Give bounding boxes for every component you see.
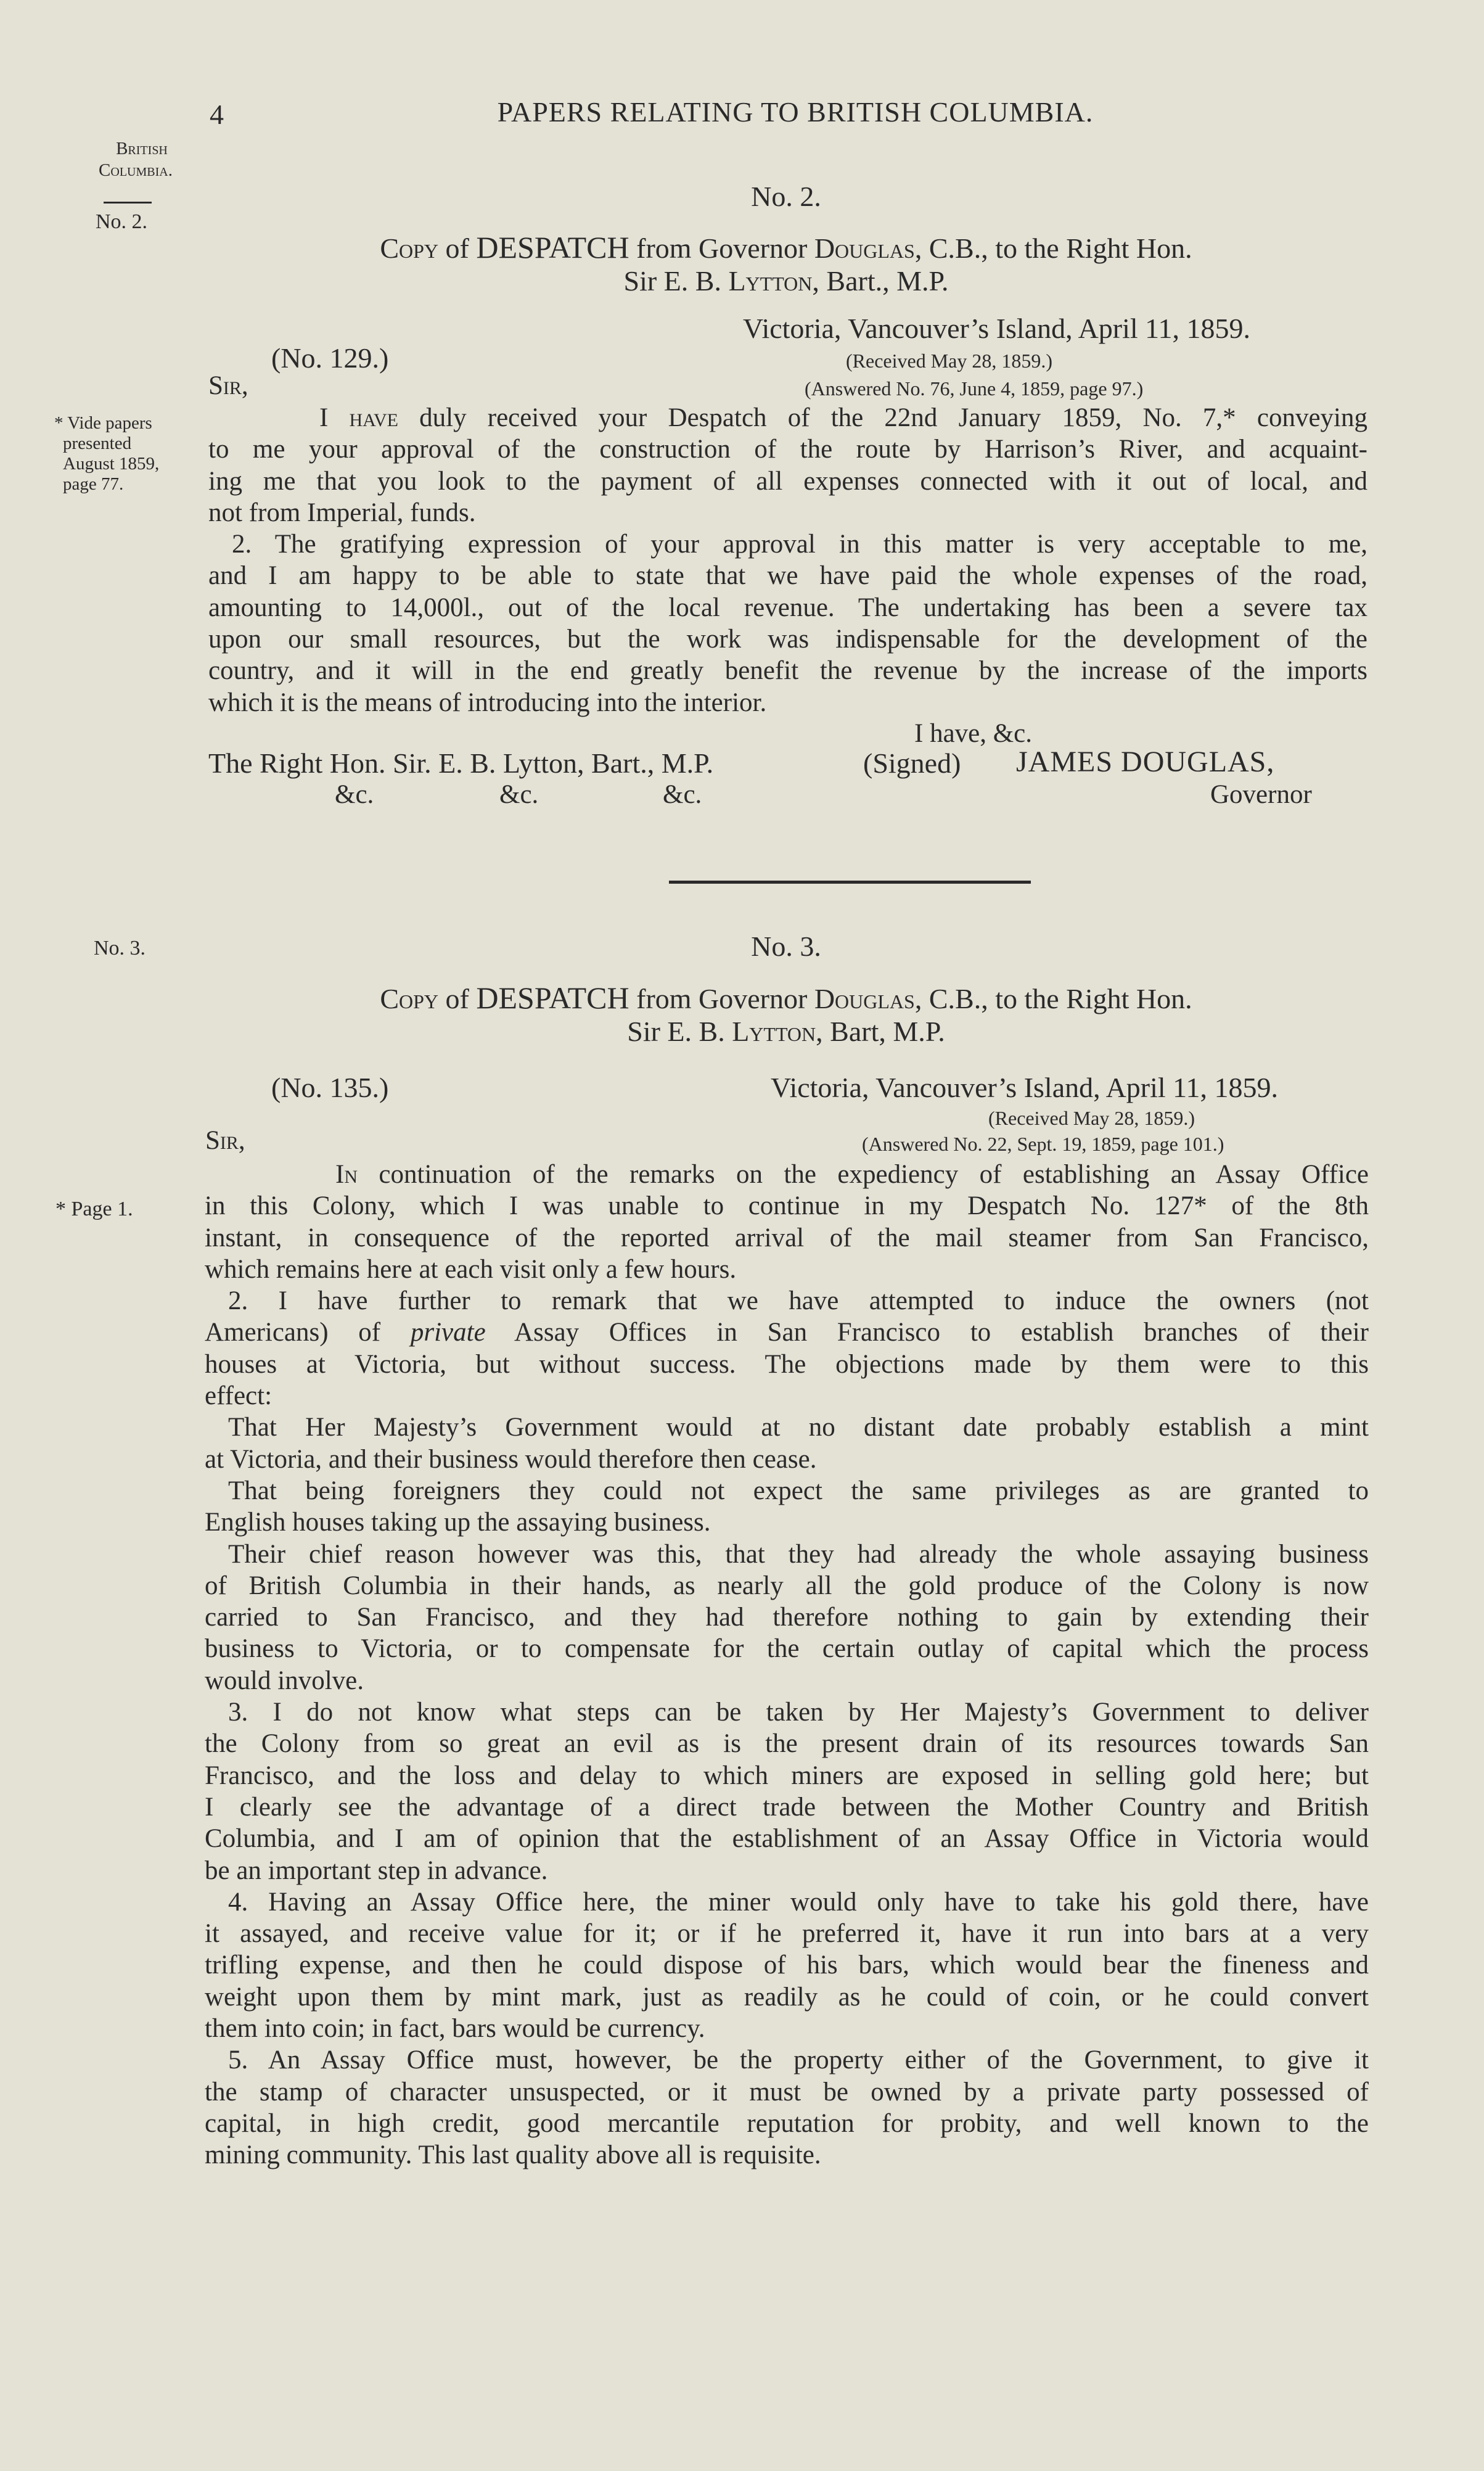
despatch1-place-date: Victoria, Vancouver’s Island, April 11, 1859. <box>743 313 1250 344</box>
margin-vide-line3: August 1859, <box>63 454 160 474</box>
despatch1-copy: Copy <box>380 232 439 264</box>
despatch1-despatch: DESPATCH <box>476 230 629 265</box>
d2-p8-l1: 5. An Assay Office must, however, be the property either of the Government, to give it <box>228 2045 1369 2075</box>
d2-p2-l1: 2. I have further to remark that we have attempted to induce the owners (not <box>228 1286 1369 1316</box>
d2-p8-l4: mining community. This last quality above all is requisite. <box>205 2140 821 2170</box>
despatch1-answered: (Answered No. 76, June 4, 1859, page 97.) <box>805 377 1144 400</box>
section-divider <box>669 881 1031 884</box>
d2-p7-l2: it assayed, and receive value for it; or if he preferred it, have it run into bars at a very <box>205 1919 1369 1949</box>
despatch1-sir: Sir E. B. <box>623 265 721 297</box>
d1-p1-l1: I have duly received your Despatch of the 22nd January 1859, No. 7,* conveying <box>319 403 1367 432</box>
despatch2-title-line1 <box>197 982 1375 1014</box>
margin-vide-line2: presented <box>63 434 132 453</box>
d1-p1-l4: not from Imperial, funds. <box>208 498 476 527</box>
despatch2-number: No. 3. <box>751 931 821 962</box>
margin-rule <box>104 202 152 204</box>
despatch1-received: (Received May 28, 1859.) <box>846 350 1053 372</box>
d2-p8-l3: capital, in high credit, good mercantile reputation for probity, and well known to the <box>205 2108 1369 2138</box>
d2-p7-l3: trifling expense, and then he could dispose of his bars, which would bear the fineness and <box>205 1951 1369 1980</box>
margin-colony-line2: Columbia. <box>99 160 173 180</box>
d2-p2-l2: Americans) of private Assay Offices in San Francisco to establish branches of their <box>205 1318 1369 1347</box>
d2-p7-l5: them into coin; in fact, bars would be currency. <box>205 2014 705 2044</box>
despatch1-signed: (Signed) <box>863 747 961 779</box>
margin-no3: No. 3. <box>94 937 146 960</box>
despatch1-douglas: Douglas <box>814 232 915 264</box>
d1-p1-l3: ing me that you look to the payment of all expenses connected with it out of local, and <box>208 466 1367 496</box>
d1-p2-l6: which it is the means of introducing into the interior. <box>208 688 767 717</box>
d2-p3-l2: at Victoria, and their business would therefore then cease. <box>205 1444 817 1474</box>
d2-p1-l4: which remains here at each visit only a few hours. <box>205 1254 737 1284</box>
despatch2-body <box>205 1159 1369 2171</box>
despatch1-closing: I have, &c. <box>914 719 1033 748</box>
despatch2-of: of <box>445 983 469 1014</box>
d2-p6-l6: be an important step in advance. <box>205 1856 548 1885</box>
d2-p4-l1: That being foreigners they could not expect the same privileges as are granted to <box>228 1476 1369 1505</box>
despatch2-place-date: Victoria, Vancouver’s Island, April 11, 1859. <box>771 1072 1278 1103</box>
d2-p1-l2: in this Colony, which I was unable to continue in my Despatch No. 127* of the 8th <box>205 1191 1369 1221</box>
despatch2-received: (Received May 28, 1859.) <box>988 1107 1195 1129</box>
d1-p2-l2: and I am happy to be able to state that we have paid the whole expenses of the road, <box>208 561 1367 591</box>
despatch1-addressee: The Right Hon. Sir. E. B. Lytton, Bart., M.P. <box>208 747 714 779</box>
despatch2-salutation: Sir, <box>205 1126 245 1155</box>
despatch1-title-suffix: , C.B., to the Right Hon. <box>914 232 1192 264</box>
despatch2-lytton: Lytton <box>732 1016 816 1047</box>
margin-vide-line1: * Vide papers <box>54 413 152 433</box>
despatch2-answered: (Answered No. 22, Sept. 19, 1859, page 101.) <box>862 1133 1224 1155</box>
d2-p7-l1: 4. Having an Assay Office here, the miner would only have to take his gold there, have <box>228 1887 1369 1917</box>
d2-p1-l1: In continuation of the remarks on the expediency of establishing an Assay Office <box>335 1160 1369 1189</box>
despatch1-signer-title: Governor <box>1210 780 1312 809</box>
running-title: PAPERS RELATING TO BRITISH COLUMBIA. <box>497 96 1094 128</box>
despatch2-douglas: Douglas <box>814 983 915 1014</box>
d2-p6-l2: the Colony from so great an evil as is the present drain of its resources towards San <box>205 1729 1369 1759</box>
margin-colony-line1: British <box>116 139 168 158</box>
despatch1-body <box>208 402 1367 718</box>
d2-p5-l4: business to Victoria, or to compensate for the certain outlay of capital which the process <box>205 1634 1369 1664</box>
d2-p4-l2: English houses taking up the assaying business. <box>205 1508 711 1537</box>
page-number: 4 <box>210 99 224 130</box>
d1-p2-l5: country, and it will in the end greatly benefit the revenue by the increase of the imports <box>208 656 1367 686</box>
despatch1-etc3: &c. <box>663 780 702 809</box>
d1-p1-l2: to me your approval of the construction of the route by Harrison’s River, and acquaint- <box>208 435 1367 464</box>
d1-p2-l3: amounting to 14,000l., out of the local revenue. The undertaking has been a severe tax <box>208 593 1367 622</box>
d2-p1-l3: instant, in consequence of the reported arrival of the mail steamer from San Francisco, <box>205 1223 1369 1252</box>
d2-p2-l4: effect: <box>205 1381 273 1411</box>
margin-vide-line4: page 77. <box>63 474 124 494</box>
d2-p6-l3: Francisco, and the loss and delay to which miners are exposed in selling gold here; but <box>205 1761 1369 1790</box>
despatch2-title-line2 <box>197 1016 1375 1047</box>
despatch2-title2-suffix: , Bart, M.P. <box>816 1016 945 1047</box>
despatch2-despatch: DESPATCH <box>476 981 629 1015</box>
d2-p6-l4: I clearly see the advantage of a direct trade between the Mother Country and British <box>205 1792 1369 1822</box>
d2-p3-l1: That Her Majesty’s Government would at no distant date probably establish a mint <box>228 1413 1369 1442</box>
despatch2-copy: Copy <box>380 983 439 1014</box>
d2-p5-l5: would involve. <box>205 1666 364 1695</box>
d2-p5-l3: carried to San Francisco, and they had therefore nothing to gain by extending their <box>205 1603 1369 1632</box>
despatch2-ref: (No. 135.) <box>271 1072 389 1103</box>
despatch1-signer: JAMES DOUGLAS, <box>1016 746 1275 778</box>
d1-p2-l4: upon our small resources, but the work was indispensable for the development of the <box>208 625 1367 654</box>
despatch1-title-line1 <box>210 232 1363 264</box>
d2-p6-l5: Columbia, and I am of opinion that the establishment of an Assay Office in Victoria would <box>205 1824 1369 1854</box>
despatch2-sir: Sir E. B. <box>627 1016 725 1047</box>
d2-p8-l2: the stamp of character unsuspected, or it must be owned by a private party possessed of <box>205 2077 1369 2107</box>
despatch1-ref: (No. 129.) <box>271 342 389 374</box>
despatch1-etc1: &c. <box>335 780 374 809</box>
despatch2-from: from Governor <box>636 983 808 1014</box>
despatch1-title2-suffix: , Bart., M.P. <box>812 265 949 297</box>
d2-private-word: private <box>410 1318 486 1347</box>
despatch1-of: of <box>445 232 469 264</box>
d2-p5-l2: of British Columbia in their hands, as nearly all the gold produce of the Colony is now <box>205 1571 1369 1600</box>
margin-no2: No. 2. <box>96 210 148 233</box>
despatch1-from: from Governor <box>636 232 808 264</box>
despatch1-lytton: Lytton <box>728 265 813 297</box>
despatch1-salutation: Sir, <box>208 371 248 400</box>
despatch1-number: No. 2. <box>751 181 821 212</box>
d2-p6-l1: 3. I do not know what steps can be taken by Her Majesty’s Government to deliver <box>228 1698 1369 1727</box>
d2-p5-l1: Their chief reason however was this, that they had already the whole assaying business <box>228 1539 1369 1569</box>
d2-p7-l4: weight upon them by mint mark, just as readily as he could of coin, or he could convert <box>205 1982 1369 2012</box>
despatch2-title-suffix: , C.B., to the Right Hon. <box>914 983 1192 1014</box>
despatch1-etc2: &c. <box>499 780 539 809</box>
margin-page1: * Page 1. <box>55 1198 133 1220</box>
d1-p2-l1: 2. The gratifying expression of your approval in this matter is very acceptable to me, <box>232 530 1367 559</box>
despatch1-title-line2 <box>210 265 1363 297</box>
d2-p2-l3: houses at Victoria, but without success. The objections made by them were to this <box>205 1349 1369 1379</box>
